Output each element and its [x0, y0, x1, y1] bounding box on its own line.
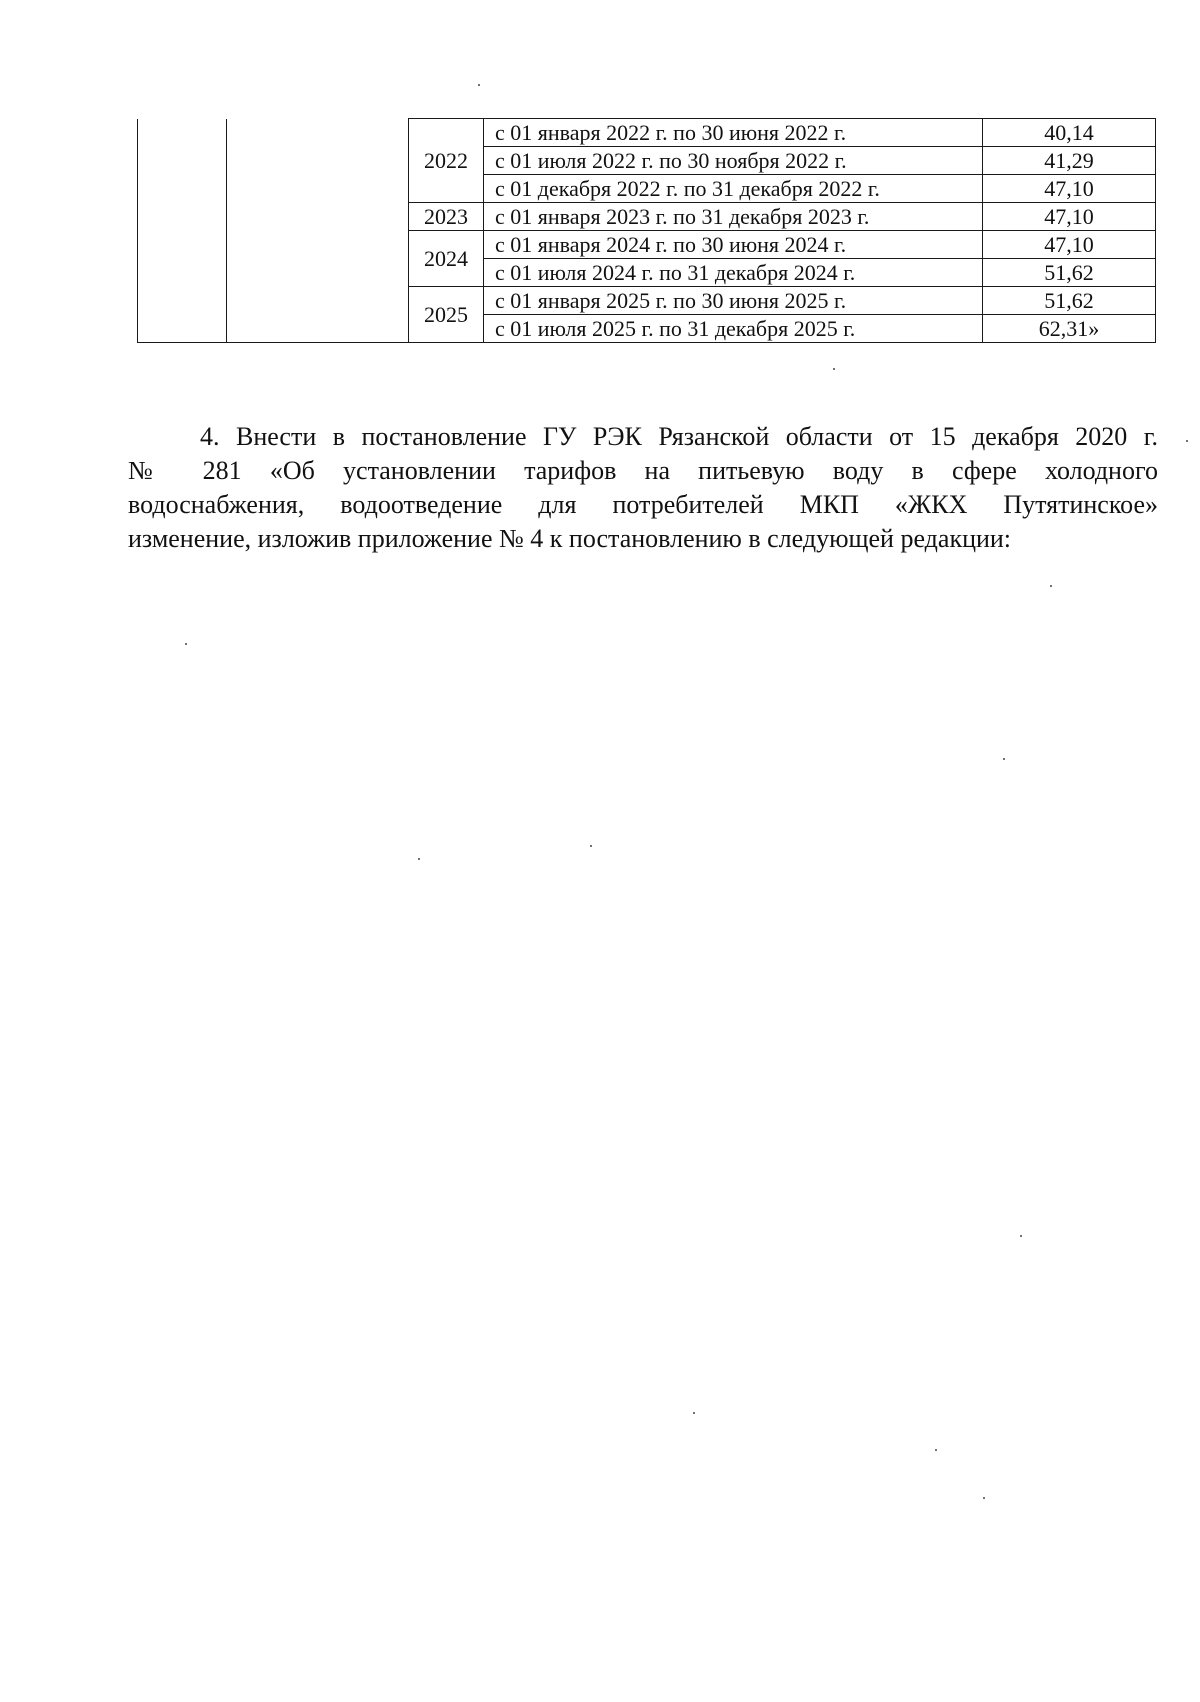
period-cell: с 01 января 2022 г. по 30 июня 2022 г. [484, 119, 983, 147]
scan-speck [1003, 758, 1005, 760]
table-row [138, 119, 1156, 147]
scan-speck [935, 1449, 937, 1451]
paragraph-line: 4. Внести в постановление ГУ РЭК Рязанской области от 15 декабря 2020 г. [200, 422, 1158, 451]
year-cell: 2024 [409, 231, 484, 287]
year-cell: 2023 [409, 203, 484, 231]
scan-speck [1050, 585, 1052, 587]
tariff-value-cell: 40,14 [983, 119, 1156, 147]
tariff-value-cell: 47,10 [983, 175, 1156, 203]
scan-speck [1186, 440, 1188, 442]
scan-speck [1020, 1235, 1022, 1237]
scan-speck [418, 858, 420, 860]
tariff-value-cell: 41,29 [983, 147, 1156, 175]
blank-column-1 [138, 119, 227, 343]
tariff-value-cell: 47,10 [983, 203, 1156, 231]
period-cell: с 01 июля 2024 г. по 31 декабря 2024 г. [484, 259, 983, 287]
period-cell: с 01 января 2024 г. по 30 июня 2024 г. [484, 231, 983, 259]
period-cell: с 01 июля 2025 г. по 31 декабря 2025 г. [484, 315, 983, 343]
period-cell: с 01 июля 2022 г. по 30 ноября 2022 г. [484, 147, 983, 175]
scan-speck [478, 84, 480, 86]
scan-speck [833, 368, 835, 370]
scan-speck [983, 1497, 985, 1499]
scan-speck [185, 643, 187, 645]
period-cell: с 01 января 2023 г. по 31 декабря 2023 г. [484, 203, 983, 231]
amendment-paragraph [128, 420, 1158, 556]
year-cell: 2022 [409, 119, 484, 203]
scan-speck [693, 1412, 695, 1414]
tariff-table [137, 118, 1156, 343]
paragraph-line: изменение, изложив приложение № 4 к постановлению в следующей редакции: [128, 524, 1012, 553]
period-cell: с 01 декабря 2022 г. по 31 декабря 2022 г. [484, 175, 983, 203]
paragraph-line: водоснабжения, водоотведение для потребителей МКП «ЖКХ Путятинское» [128, 490, 1158, 519]
period-cell: с 01 января 2025 г. по 30 июня 2025 г. [484, 287, 983, 315]
tariff-value-cell: 51,62 [983, 287, 1156, 315]
paragraph-line: № 281 «Об установлении тарифов на питьевую воду в сфере холодного [128, 456, 1158, 485]
tariff-value-cell: 62,31» [983, 315, 1156, 343]
blank-column-2 [227, 119, 409, 343]
tariff-value-cell: 51,62 [983, 259, 1156, 287]
tariff-value-cell: 47,10 [983, 231, 1156, 259]
year-cell: 2025 [409, 287, 484, 343]
scan-speck [590, 845, 592, 847]
